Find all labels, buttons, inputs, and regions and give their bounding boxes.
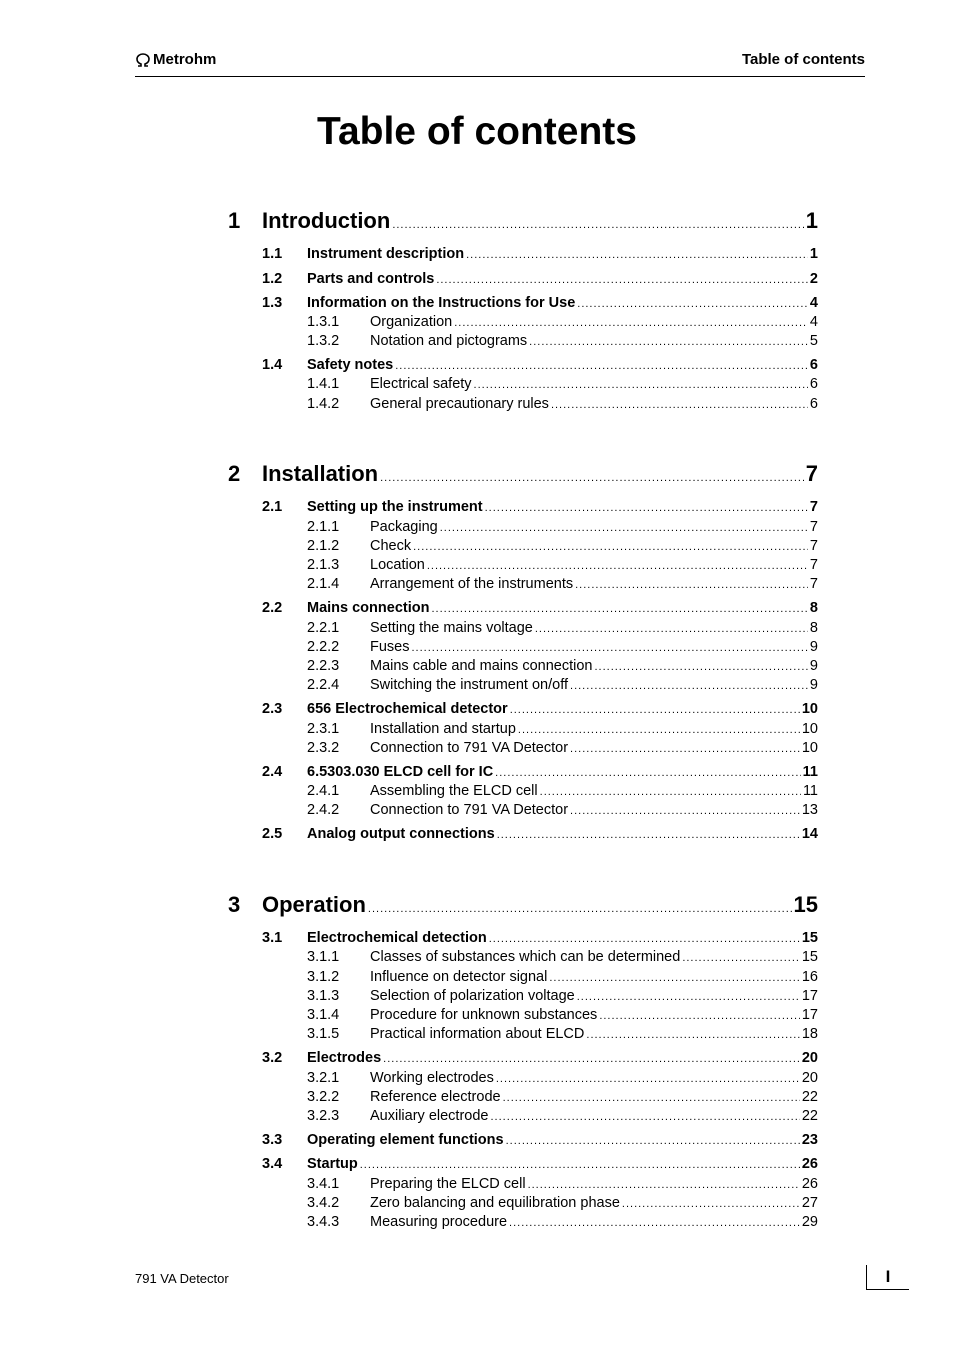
toc-entry-title: Packaging [370, 519, 438, 536]
toc-entry-number: 1.4.1 [307, 376, 340, 393]
toc-leader-dots [489, 933, 800, 945]
toc-entry-2[interactable] [228, 461, 818, 487]
toc-entry-1-1[interactable] [228, 246, 818, 262]
metrohm-logo [135, 51, 216, 68]
toc-entry-page: 15 [793, 892, 818, 918]
toc-entry-3-1[interactable] [228, 930, 818, 946]
toc-entry-2-4-2[interactable] [228, 802, 818, 818]
toc-entry-number: 3.2.3 [307, 1108, 340, 1125]
toc-entry-2-1[interactable] [228, 499, 818, 515]
toc-entry-2-2-1[interactable] [228, 620, 818, 636]
toc-entry-title: Practical information about ELCD [370, 1026, 585, 1043]
toc-entry-2-4[interactable] [228, 764, 818, 780]
toc-entry-title: Electrical safety [370, 376, 472, 393]
toc-entry-number: 2.4.1 [307, 783, 340, 800]
toc-entry-2-3[interactable] [228, 701, 818, 717]
toc-entry-page: 2 [809, 271, 818, 288]
toc-leader-dots [497, 829, 800, 841]
toc-entry-page: 16 [801, 969, 818, 986]
toc-entry-title: Influence on detector signal [370, 969, 548, 986]
toc-entry-page: 7 [809, 538, 818, 555]
toc-entry-3-2-2[interactable] [228, 1089, 818, 1105]
toc-entry-2-4-1[interactable] [228, 783, 818, 799]
toc-entry-number: 2.2 [262, 600, 283, 617]
toc-entry-page: 26 [801, 1176, 818, 1193]
toc-entry-3-4[interactable] [228, 1156, 818, 1172]
toc-entry-title: Setting the mains voltage [370, 620, 533, 637]
toc-entry-title: Setting up the instrument [307, 499, 483, 516]
toc-entry-2-2[interactable] [228, 600, 818, 616]
toc-entry-page: 27 [801, 1195, 818, 1212]
toc-entry-number: 1.4.2 [307, 396, 340, 413]
toc-entry-title: Location [370, 557, 425, 574]
toc-entry-page: 9 [809, 639, 818, 656]
toc-entry-2-2-3[interactable] [228, 658, 818, 674]
toc-entry-title: Zero balancing and equilibration phase [370, 1195, 620, 1212]
toc-entry-1-4-1[interactable] [228, 376, 818, 392]
toc-entry-number: 2.4.2 [307, 802, 340, 819]
toc-entry-title: Assembling the ELCD cell [370, 783, 538, 800]
logo-text: Metrohm [153, 51, 217, 68]
toc-entry-number: 3 [228, 892, 241, 918]
toc-entry-page: 22 [801, 1089, 818, 1106]
toc-entry-page: 1 [805, 208, 818, 234]
toc-leader-dots [466, 249, 808, 261]
toc-leader-dots [495, 767, 800, 779]
toc-entry-page: 4 [809, 295, 818, 312]
footer-page-number: I [866, 1265, 909, 1290]
toc-entry-1-3[interactable] [228, 295, 818, 311]
toc-entry-title: Check [370, 538, 412, 555]
toc-entry-3-2-3[interactable] [228, 1108, 818, 1124]
toc-entry-page: 7 [805, 461, 818, 487]
toc-entry-title: Organization [370, 314, 453, 331]
toc-entry-number: 3.1.3 [307, 988, 340, 1005]
toc-entry-page: 10 [801, 740, 818, 757]
toc-entry-title: Installation [262, 461, 379, 487]
toc-entry-number: 2.5 [262, 826, 283, 843]
toc-entry-2-2-4[interactable] [228, 677, 818, 693]
toc-entry-page: 20 [801, 1070, 818, 1087]
toc-entry-2-1-3[interactable] [228, 557, 818, 573]
toc-leader-dots [599, 1010, 800, 1022]
toc-entry-3-2[interactable] [228, 1050, 818, 1066]
toc-entry-number: 1.3.2 [307, 333, 340, 350]
toc-entry-page: 6 [809, 396, 818, 413]
toc-entry-page: 8 [809, 620, 818, 637]
toc-entry-page: 7 [809, 499, 818, 516]
toc-leader-dots [570, 680, 808, 692]
toc-entry-number: 2.1.2 [307, 538, 340, 555]
toc-entry-title: Mains cable and mains connection [370, 658, 593, 675]
toc-entry-3-4-1[interactable] [228, 1176, 818, 1192]
toc-leader-dots [577, 991, 800, 1003]
toc-entry-title: Information on the Instructions for Use [307, 295, 576, 312]
toc-entry-number: 2.1.4 [307, 576, 340, 593]
toc-entry-page: 15 [801, 930, 818, 947]
toc-entry-1-2[interactable] [228, 271, 818, 287]
toc-leader-dots [682, 952, 800, 964]
toc-entry-page: 13 [801, 802, 818, 819]
toc-leader-dots [528, 1179, 800, 1191]
toc-entry-page: 4 [809, 314, 818, 331]
toc-entry-title: Procedure for unknown substances [370, 1007, 598, 1024]
toc-leader-dots [440, 522, 808, 534]
toc-entry-page: 15 [801, 949, 818, 966]
footer-document-name: 791 VA Detector [135, 1271, 229, 1286]
toc-entry-title: Mains connection [307, 600, 430, 617]
toc-entry-title: General precautionary rules [370, 396, 549, 413]
toc-entry-2-3-2[interactable] [228, 740, 818, 756]
toc-leader-dots [392, 219, 803, 231]
toc-entry-1[interactable] [228, 208, 818, 234]
toc-entry-title: Measuring procedure [370, 1214, 508, 1231]
toc-entry-title: Switching the instrument on/off [370, 677, 569, 694]
toc-leader-dots [474, 379, 808, 391]
toc-leader-dots [551, 399, 808, 411]
page-title: Table of contents [317, 110, 637, 153]
toc-entry-page: 20 [801, 1050, 818, 1067]
toc-leader-dots [506, 1135, 800, 1147]
toc-leader-dots [368, 903, 792, 915]
toc-entry-title: 656 Electrochemical detector [307, 701, 508, 718]
toc-entry-number: 2.3.2 [307, 740, 340, 757]
toc-entry-number: 3.4.1 [307, 1176, 340, 1193]
toc-leader-dots [436, 274, 808, 286]
toc-entry-title: Operation [262, 892, 366, 918]
toc-entry-page: 29 [801, 1214, 818, 1231]
toc-leader-dots [383, 1053, 800, 1065]
toc-entry-3-3[interactable] [228, 1132, 818, 1148]
toc-entry-page: 23 [801, 1132, 818, 1149]
toc-entry-title: Safety notes [307, 357, 394, 374]
toc-leader-dots [575, 579, 808, 591]
toc-entry-page: 11 [802, 764, 818, 781]
toc-entry-number: 3.4 [262, 1156, 283, 1173]
toc-entry-title: Installation and startup [370, 721, 516, 738]
toc-entry-page: 10 [801, 701, 818, 718]
toc-leader-dots [509, 1217, 800, 1229]
toc-leader-dots [518, 724, 800, 736]
toc-entry-page: 10 [801, 721, 818, 738]
toc-entry-page: 9 [809, 658, 818, 675]
toc-entry-1-3-2[interactable] [228, 333, 818, 349]
toc-entry-page: 7 [809, 576, 818, 593]
toc-entry-title: Analog output connections [307, 826, 495, 843]
toc-entry-1-4[interactable] [228, 357, 818, 373]
toc-leader-dots [427, 560, 808, 572]
toc-entry-page: 6 [809, 376, 818, 393]
toc-entry-number: 1.4 [262, 357, 283, 374]
toc-leader-dots [586, 1029, 799, 1041]
toc-entry-title: Operating element functions [307, 1132, 504, 1149]
toc-leader-dots [594, 661, 807, 673]
toc-entry-number: 3.1.4 [307, 1007, 340, 1024]
toc-entry-page: 22 [801, 1108, 818, 1125]
toc-entry-3-1-2[interactable] [228, 969, 818, 985]
toc-leader-dots [431, 603, 807, 615]
toc-entry-title: Classes of substances which can be determined [370, 949, 681, 966]
toc-entry-title: Arrangement of the instruments [370, 576, 574, 593]
toc-entry-number: 2.1 [262, 499, 283, 516]
toc-entry-number: 2.2.3 [307, 658, 340, 675]
table-of-contents [228, 0, 818, 1351]
toc-entry-3-4-3[interactable] [228, 1214, 818, 1230]
toc-entry-title: Connection to 791 VA Detector [370, 802, 569, 819]
toc-entry-number: 3.4.3 [307, 1214, 340, 1231]
toc-entry-page: 18 [801, 1026, 818, 1043]
running-title: Table of contents [741, 51, 865, 68]
toc-entry-title: Electrodes [307, 1050, 382, 1067]
toc-entry-number: 3.2.2 [307, 1089, 340, 1106]
toc-entry-number: 3.2.1 [307, 1070, 340, 1087]
toc-leader-dots [395, 360, 808, 372]
toc-entry-title: Fuses [370, 639, 410, 656]
toc-entry-title: 6.5303.030 ELCD cell for IC [307, 764, 494, 781]
toc-entry-number: 2.3 [262, 701, 283, 718]
toc-entry-number: 3.3 [262, 1132, 283, 1149]
omega-icon [135, 53, 151, 67]
toc-entry-title: Selection of polarization voltage [370, 988, 575, 1005]
toc-entry-title: Startup [307, 1156, 358, 1173]
toc-leader-dots [454, 317, 808, 329]
toc-leader-dots [577, 298, 808, 310]
toc-entry-number: 2 [228, 461, 241, 487]
toc-entry-3-2-1[interactable] [228, 1070, 818, 1086]
toc-leader-dots [360, 1159, 800, 1171]
toc-entry-page: 26 [801, 1156, 818, 1173]
toc-entry-number: 2.2.2 [307, 639, 340, 656]
toc-entry-2-1-1[interactable] [228, 519, 818, 535]
toc-entry-number: 1.3.1 [307, 314, 340, 331]
toc-entry-2-2-2[interactable] [228, 639, 818, 655]
toc-entry-page: 9 [809, 677, 818, 694]
toc-leader-dots [503, 1092, 800, 1104]
toc-entry-number: 3.1.1 [307, 949, 340, 966]
toc-entry-number: 3.2 [262, 1050, 283, 1067]
toc-entry-title: Notation and pictograms [370, 333, 528, 350]
toc-entry-number: 2.1.1 [307, 519, 340, 536]
toc-entry-page: 5 [809, 333, 818, 350]
toc-leader-dots [540, 786, 801, 798]
toc-entry-number: 2.1.3 [307, 557, 340, 574]
toc-entry-page: 17 [801, 988, 818, 1005]
toc-entry-number: 3.4.2 [307, 1195, 340, 1212]
toc-entry-number: 3.1 [262, 930, 283, 947]
toc-entry-page: 8 [809, 600, 818, 617]
toc-entry-3-1-1[interactable] [228, 949, 818, 965]
toc-entry-2-1-2[interactable] [228, 538, 818, 554]
toc-leader-dots [380, 472, 804, 484]
toc-entry-title: Parts and controls [307, 271, 435, 288]
toc-entry-title: Electrochemical detection [307, 930, 487, 947]
toc-entry-page: 11 [802, 783, 818, 800]
toc-entry-page: 14 [801, 826, 818, 843]
toc-entry-page: 17 [801, 1007, 818, 1024]
toc-entry-2-3-1[interactable] [228, 721, 818, 737]
toc-leader-dots [413, 541, 808, 553]
toc-entry-title: Connection to 791 VA Detector [370, 740, 569, 757]
toc-entry-page: 7 [809, 519, 818, 536]
toc-entry-number: 2.3.1 [307, 721, 340, 738]
toc-entry-number: 1.2 [262, 271, 283, 288]
toc-entry-3-1-3[interactable] [228, 988, 818, 1004]
toc-entry-3[interactable] [228, 892, 818, 918]
toc-leader-dots [485, 502, 808, 514]
toc-entry-title: Introduction [262, 208, 391, 234]
toc-entry-1-3-1[interactable] [228, 314, 818, 330]
toc-entry-number: 3.1.2 [307, 969, 340, 986]
toc-leader-dots [622, 1198, 800, 1210]
toc-entry-number: 1.1 [262, 246, 283, 263]
toc-leader-dots [570, 805, 800, 817]
toc-leader-dots [496, 1073, 800, 1085]
toc-entry-page: 6 [809, 357, 818, 374]
toc-entry-title: Preparing the ELCD cell [370, 1176, 526, 1193]
toc-entry-page: 1 [809, 246, 818, 263]
toc-entry-number: 3.1.5 [307, 1026, 340, 1043]
toc-leader-dots [510, 704, 800, 716]
toc-entry-2-5[interactable] [228, 826, 818, 842]
toc-entry-3-1-5[interactable] [228, 1026, 818, 1042]
toc-entry-title: Working electrodes [370, 1070, 494, 1087]
toc-leader-dots [570, 743, 800, 755]
toc-entry-number: 1.3 [262, 295, 283, 312]
toc-entry-title: Instrument description [307, 246, 465, 263]
toc-entry-title: Reference electrode [370, 1089, 501, 1106]
toc-entry-number: 2.4 [262, 764, 283, 781]
toc-entry-1-4-2[interactable] [228, 396, 818, 412]
toc-entry-number: 2.2.4 [307, 677, 340, 694]
toc-entry-number: 2.2.1 [307, 620, 340, 637]
toc-leader-dots [412, 642, 808, 654]
toc-entry-title: Auxiliary electrode [370, 1108, 489, 1125]
toc-leader-dots [529, 336, 808, 348]
toc-entry-page: 7 [809, 557, 818, 574]
toc-entry-3-1-4[interactable] [228, 1007, 818, 1023]
toc-entry-number: 1 [228, 208, 241, 234]
toc-leader-dots [549, 972, 800, 984]
toc-leader-dots [490, 1111, 799, 1123]
toc-leader-dots [535, 623, 808, 635]
toc-entry-3-4-2[interactable] [228, 1195, 818, 1211]
toc-entry-2-1-4[interactable] [228, 576, 818, 592]
